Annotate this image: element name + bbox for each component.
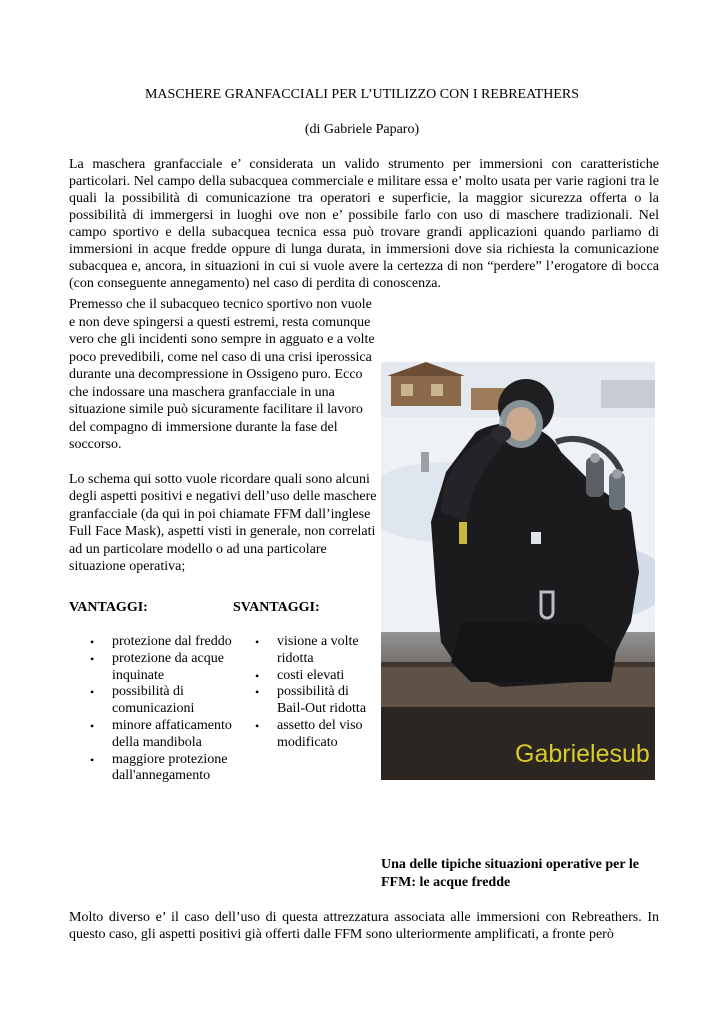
document-title: MASCHERE GRANFACCIALI PER L’UTILIZZO CON I REBREATHERS [144, 87, 579, 102]
intro-text: La maschera granfacciale e’ considerata un valido strumento per immersioni con caratteristiche particolari. Nel campo della subacquea commerciale e militare essa e’ molto usata per varie ragioni tra le quali la possibilità di comunicazione tra operatori e superficie, la maggior sicurezza offerta o la possibilità di immergersi in luoghi ove non e’ possibile farlo con uso di maschere tradizionali. Nel campo sportivo e della subacquea tecnica essa può trovare grandi applicazioni quando parliamo di immersioni in acque fredde oppure di lunga durata, in immersioni dove sia richiesta la comunicazione subacquea e, ancora, in situazioni in cui si vuole avere la certezza di non “perdere” l’erogatore di bocca (con conseguente annegamento) nel caso di perdita di conoscenza. [69, 157, 659, 291]
pros-list [90, 634, 234, 785]
paragraph-scheme: Lo schema qui sotto vuole ricordare quali sono alcuni degli aspetti positivi e negativi dell’uso delle maschere granfacciale (da qui in poi chiamate FFM dall’inglese Full Face Mask), aspetti visti in generale, non correlati ad un particolare modello o ad una particolare situazione operativa; [69, 471, 377, 574]
bullet-icon: • [90, 718, 95, 733]
bullet-icon: • [90, 685, 95, 700]
diver-photo [381, 362, 655, 780]
list-item [255, 667, 377, 685]
intro-paragraph [69, 156, 659, 292]
bullet-icon: • [90, 651, 95, 666]
cons-item: possibilità di Bail-Out ridotta [277, 684, 367, 717]
cons-item: assetto del viso modificato [277, 717, 363, 750]
list-item [90, 634, 234, 651]
diver-photo-illustration [381, 362, 655, 780]
bullet-icon: • [255, 635, 260, 649]
pros-item: protezione da acque inquinate [112, 650, 224, 683]
pros-item: possibilità di comunicazioni [112, 684, 195, 717]
paragraph-premise: Premesso che il subacqueo tecnico sportivo non vuole e non deve spingersi a questi estremi, resta comunque vero che gli incidenti sono sempre in agguato e a volte poco prevedibili, come nel caso di una crisi iperossica durante una decompressione in Ossigeno puro. Ecco che indossare una maschera granfacciale in una situazione simile può sicuramente facilitare il lavoro del compagno di immersione durante la fase del soccorso. [69, 297, 375, 452]
document-author: (di Gabriele Paparo) [304, 122, 420, 137]
pros-heading: VANTAGGI: [69, 600, 148, 615]
pros-item: minore affaticamento della mandibola [112, 717, 232, 750]
list-item [90, 684, 234, 718]
bullet-icon: • [255, 685, 260, 700]
list-item [255, 634, 377, 668]
list-item [90, 650, 234, 685]
bottom-text: Molto diverso e’ il caso dell’uso di questa attrezzatura associata alle immersioni con Rebreathers. In questo caso, gli aspetti positivi già offerti dalle FFM sono ulteriormente amplificati, a fronte però [69, 910, 659, 942]
bullet-icon: • [255, 668, 260, 683]
list-item [90, 717, 234, 752]
cons-heading: SVANTAGGI: [233, 600, 320, 615]
bottom-paragraph [69, 909, 659, 943]
pros-item: protezione dal freddo [112, 634, 232, 649]
bullet-icon: • [255, 718, 260, 733]
list-item [90, 751, 234, 786]
bullet-icon: • [90, 752, 95, 767]
left-column [69, 296, 377, 593]
bullet-icon: • [90, 635, 95, 649]
photo-watermark: Gabrielesub [515, 740, 650, 768]
photo-caption: Una delle tipiche situazioni operative per le FFM: le acque fredde [381, 857, 639, 890]
cons-list [255, 634, 377, 752]
cons-item: costi elevati [277, 667, 345, 683]
list-item [255, 684, 377, 718]
pros-item: maggiore protezione dall'annegamento [112, 751, 228, 784]
cons-item: visione a volte ridotta [277, 634, 359, 666]
list-item [255, 717, 377, 752]
